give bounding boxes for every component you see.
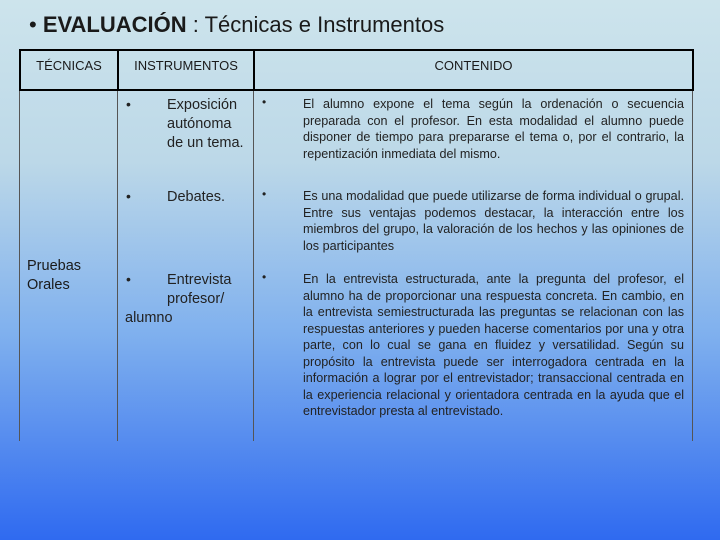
table-border — [19, 49, 694, 51]
instrument-bullet: • — [126, 271, 131, 287]
content-bullet: • — [262, 187, 267, 201]
table-border — [692, 49, 694, 91]
title-bullet: • — [29, 12, 37, 37]
column-divider — [253, 91, 254, 441]
header-tecnicas: TÉCNICAS — [36, 58, 102, 73]
technique-line: Orales — [27, 277, 70, 293]
instrument-cell — [167, 96, 253, 153]
instrument-line: Debates. — [167, 189, 226, 205]
header-contenido: CONTENIDO — [434, 58, 513, 73]
header-instrumentos: INSTRUMENTOS — [134, 58, 238, 73]
title-bold: EVALUACIÓN — [42, 12, 187, 37]
column-divider — [692, 91, 693, 441]
technique-line: Pruebas — [27, 258, 82, 274]
content-cell: En la entrevista estructurada, ante la pregunta del profesor, el alumno ha de proporcionar una respuesta concreta. En cambio, en la entrevista semiestructurada las preguntas se relacionan con las respuestas anteriores y pueden hacerse comentarios por una y otra parte, con lo cual se gana en fluidez y versatilidad. Según su propósito la entrevista puede ser interrogadora centrada en la información a lograr por el entrevistador; transaccional centrada en la experiencia relacional y orientadora centrada en la ayuda que el entrevistador presta al entrevistado. — [303, 272, 684, 418]
technique-cell — [27, 257, 81, 295]
table-border — [19, 89, 694, 91]
instrument-cell — [125, 271, 253, 328]
title-rest: : Técnicas e Instrumentos — [186, 12, 445, 37]
instrument-line: Exposición — [167, 97, 238, 113]
instrument-line: profesor/ — [167, 291, 225, 307]
instrument-line: de un tema. — [167, 135, 244, 151]
content-cell: Es una modalidad que puede utilizarse de forma individual o grupal. Entre sus ventajas podemos destacar, la interacción entre los miembros del grupo, la valoración de los hechos y las opiniones de los participantes — [303, 189, 684, 253]
instrument-bullet: • — [126, 188, 131, 204]
instrument-bullet: • — [126, 96, 131, 112]
content-cell: El alumno expone el tema según la ordenación o secuencia preparada con el profesor. En esta modalidad el alumno puede disponer de tiempo para prepararse el tema o, por el contrario, la repentización inmediata del mismo. — [303, 97, 684, 161]
column-divider — [19, 91, 20, 441]
instrument-cell — [167, 188, 253, 207]
content-bullet: • — [262, 270, 267, 284]
column-divider — [117, 91, 118, 441]
content-bullet: • — [262, 95, 267, 109]
instrument-line: autónoma — [167, 116, 232, 132]
instrument-line: Entrevista — [167, 272, 232, 288]
instrument-line: alumno — [125, 310, 173, 326]
